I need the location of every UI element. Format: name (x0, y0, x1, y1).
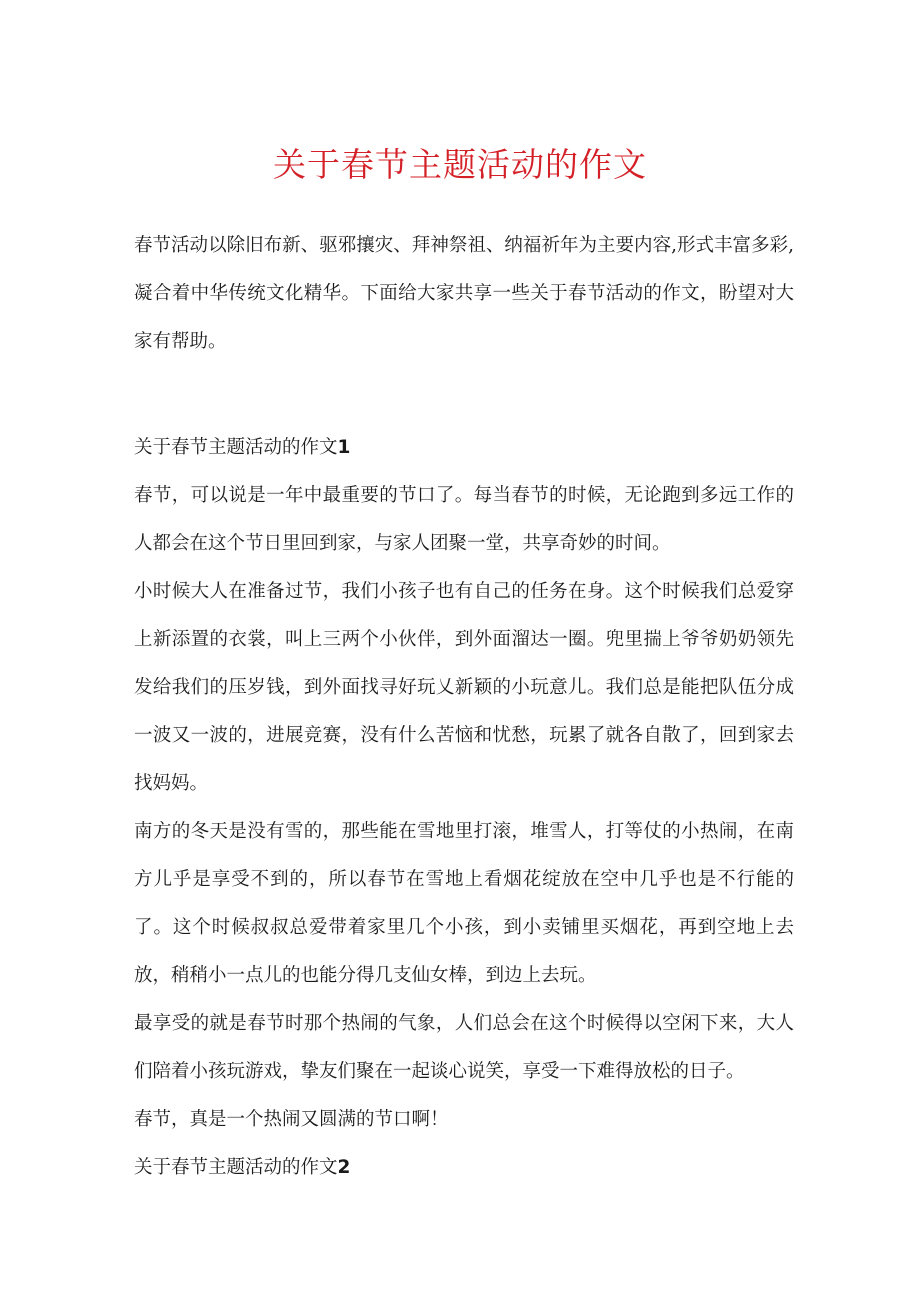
document-title: 关于春节主题活动的作文 (273, 145, 647, 184)
body-paragraph: 春节，真是一个热闹又圆满的节口啊！ (134, 1109, 449, 1130)
body-paragraph: 小时候大人在准备过节，我们小孩子也有自己的任务在身。这个时候我们总爱穿上新添置的衣裳，叫上三两个小伙伴，到外面溜达一圈。兜里揣上爷爷奶奶领先发给我们的压岁钱，到外面找寻好玩乂新颖的小玩意儿。我们总是能把队伍分成一波又一波的，进展竞赛，没有什么苦恼和忧愁，玩累了就各自散了，回到家去找妈妈。 (134, 581, 794, 794)
intro-paragraph: 春节活动以除旧布新、驱邪攘灾、拜神祭祖、纳福祈年为主要内容,形式丰富多彩,凝合着中华传统文化精华。下面给大家共享一些关于春节活动的作文，盼望对大家有帮助。 (134, 235, 794, 352)
section-heading-1 (134, 424, 794, 472)
body-paragraph: 最享受的就是春节时那个热闹的气象，人们总会在这个时候得以空闲下来，大人们陪着小孩玩游戏，挚友们聚在一起谈心说笑，享受一下难得放松的日子。 (134, 1013, 794, 1082)
section-heading-2 (134, 1144, 794, 1192)
section-heading-text: 关于春节主题活动的作文 (134, 437, 338, 458)
section-heading-text: 关于春节主题活动的作文 (134, 1157, 338, 1178)
section-heading-number: 1 (337, 437, 351, 458)
section-heading-number: 2 (337, 1157, 351, 1178)
body-paragraph: 春节，可以说是一年中最重要的节口了。每当春节的时候，无论跑到多远工作的人都会在这个节日里回到家，与家人团聚一堂，共享奇妙的时间。 (134, 485, 794, 554)
body-paragraph: 南方的冬天是没有雪的，那些能在雪地里打滚，堆雪人，打等仗的小热闹，在南方儿乎是享受不到的，所以春节在雪地上看烟花绽放在空中几乎也是不行能的了。这个时候叔叔总爱带着家里几个小孩，到小卖铺里买烟花，再到空地上去放，稍稍小一点儿的也能分得几支仙女棒，到边上去玩。 (134, 821, 794, 986)
document-body (134, 222, 794, 1192)
